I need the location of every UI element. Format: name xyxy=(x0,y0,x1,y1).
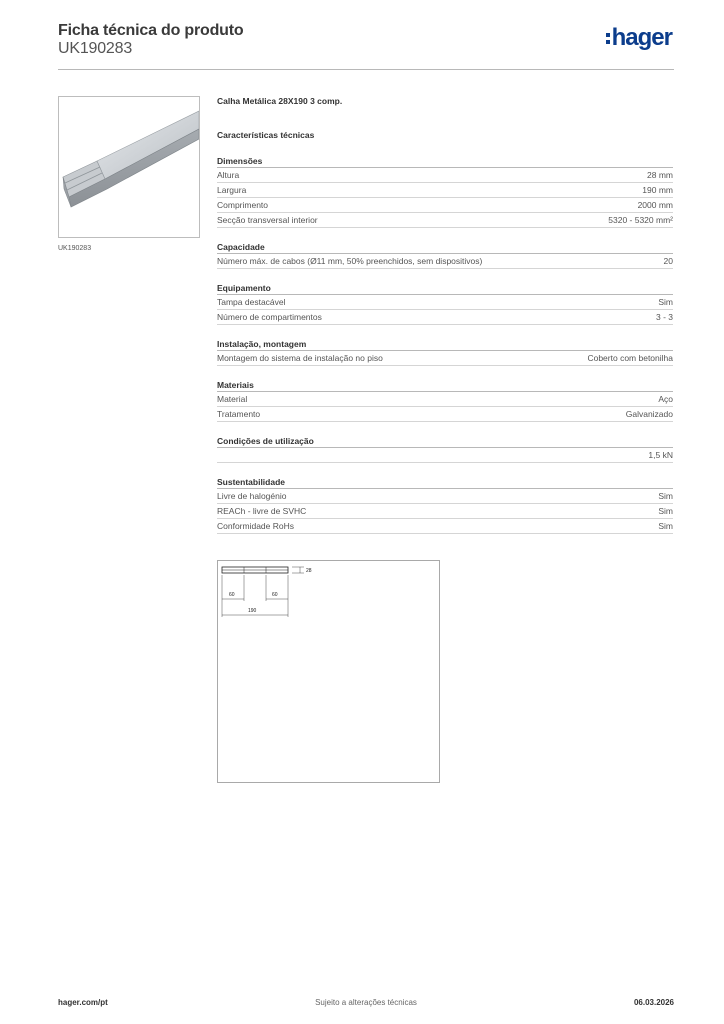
spec-row xyxy=(217,489,673,504)
spec-value: Sim xyxy=(658,491,673,501)
spec-key: Número de compartimentos xyxy=(217,312,322,322)
spec-key: REACh - livre de SVHC xyxy=(217,506,307,516)
spec-row xyxy=(217,168,673,183)
spec-row xyxy=(217,392,673,407)
spec-key: Tampa destacável xyxy=(217,297,286,307)
product-name: Calha Metálica 28X190 3 comp. xyxy=(217,96,343,106)
spec-key: Largura xyxy=(217,185,247,195)
spec-value: Coberto com betonilha xyxy=(587,353,673,363)
photo-caption: UK190283 xyxy=(58,245,92,252)
product-photo xyxy=(58,96,200,238)
spec-value: Sim xyxy=(658,506,673,516)
characteristics-title: Características técnicas xyxy=(217,130,315,140)
spec-value: 1,5 kN xyxy=(648,450,673,460)
spec-value: Aço xyxy=(658,394,673,404)
spec-content xyxy=(217,96,673,570)
footer-website-link[interactable]: hager.com/pt xyxy=(58,998,108,1007)
spec-section xyxy=(217,477,673,534)
hager-logo xyxy=(606,26,672,50)
spec-row xyxy=(217,295,673,310)
spec-section xyxy=(217,283,673,325)
dim-height-label: 28 xyxy=(306,568,312,574)
section-title: Capacidade xyxy=(217,242,673,254)
page-header xyxy=(58,20,674,70)
section-title: Condições de utilização xyxy=(217,436,673,448)
spec-section xyxy=(217,156,673,228)
footer-date: 06.03.2026 xyxy=(633,998,674,1007)
section-title: Materiais xyxy=(217,380,673,392)
spec-value: Sim xyxy=(658,521,673,531)
technical-drawing xyxy=(217,560,440,783)
spec-row xyxy=(217,448,673,463)
cable-trunking-image xyxy=(59,97,199,237)
section-title: Sustentabilidade xyxy=(217,477,673,489)
spec-row xyxy=(217,351,673,366)
footer-disclaimer: Sujeito a alterações técnicas xyxy=(315,998,417,1007)
spec-key: Material xyxy=(217,394,248,404)
dim-total-label: 190 xyxy=(248,608,257,614)
spec-row xyxy=(217,519,673,534)
spec-section xyxy=(217,380,673,422)
spec-value: 5320 - 5320 mm² xyxy=(608,215,673,225)
cross-section-drawing xyxy=(218,561,439,782)
spec-key: Conformidade RoHs xyxy=(217,521,295,531)
section-title: Equipamento xyxy=(217,283,673,295)
spec-row xyxy=(217,310,673,325)
product-code: UK190283 xyxy=(58,40,133,57)
page-title: Ficha técnica do produto xyxy=(58,22,244,39)
spec-section xyxy=(217,242,673,269)
logo-dots-icon xyxy=(606,33,610,44)
spec-row xyxy=(217,183,673,198)
section-title: Instalação, montagem xyxy=(217,339,673,351)
spec-key: Altura xyxy=(217,170,240,180)
spec-value: 2000 mm xyxy=(637,200,673,210)
spec-row xyxy=(217,213,673,228)
spec-value: 190 mm xyxy=(642,185,673,195)
section-title: Dimensões xyxy=(217,156,673,168)
spec-row xyxy=(217,254,673,269)
spec-row xyxy=(217,504,673,519)
logo-text: hager xyxy=(611,24,672,51)
dim-left-label: 60 xyxy=(229,592,235,598)
spec-key: Tratamento xyxy=(217,409,261,419)
spec-section xyxy=(217,339,673,366)
spec-value: Sim xyxy=(658,297,673,307)
spec-sections xyxy=(217,156,673,534)
spec-value: 28 mm xyxy=(647,170,673,180)
spec-row xyxy=(217,407,673,422)
spec-row xyxy=(217,198,673,213)
spec-key: Comprimento xyxy=(217,200,269,210)
spec-key: Número máx. de cabos (Ø11 mm, 50% preenchidos, sem dispositivos) xyxy=(217,256,483,266)
spec-key: Montagem do sistema de instalação no piso xyxy=(217,353,383,363)
spec-key: Secção transversal interior xyxy=(217,215,318,225)
spec-key: Livre de halogénio xyxy=(217,491,287,501)
spec-value: 20 xyxy=(663,256,673,266)
spec-value: 3 - 3 xyxy=(655,312,673,322)
dim-right-label: 60 xyxy=(272,592,278,598)
spec-value: Galvanizado xyxy=(625,409,673,419)
spec-section xyxy=(217,436,673,463)
